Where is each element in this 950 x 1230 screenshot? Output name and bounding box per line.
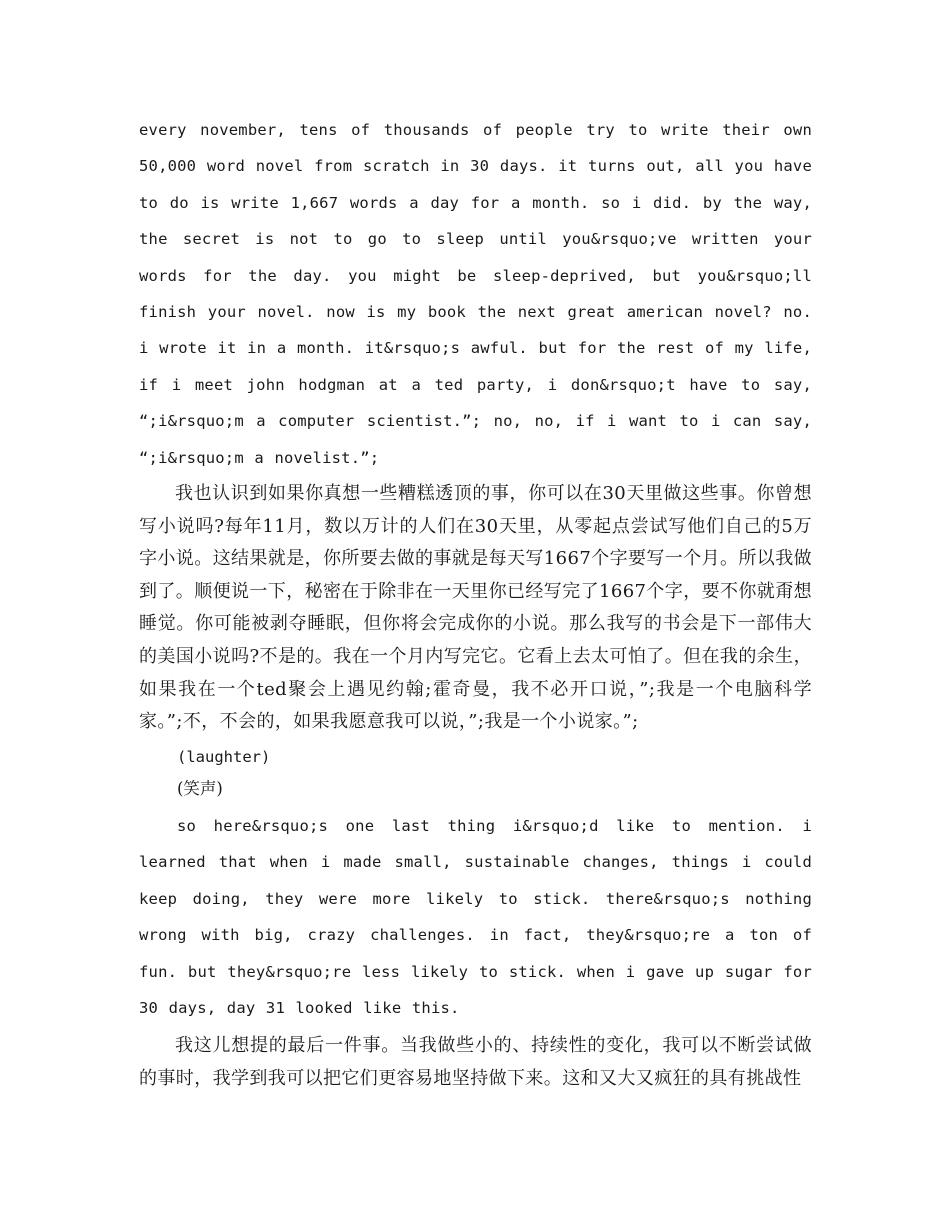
english-paragraph-novel: every november, tens of thousands of people try to write their own 50,000 word novel from scratch in 30 days. it turns out, all you have to do is write 1,667 words a day for a month. so i did. by the way, the secret is not to go to sleep until you&rsquo;ve written your words for the day. you might be sleep-deprived, but you&rsquo;ll finish your novel. now is my book the next great american novel? no. i wrote it in a month. it&rsquo;s awful. but for the rest of my life, if i meet john hodgman at a ted party, i don&rsquo;t have to say, “;i&rsquo;m a computer scientist.”; no, no, if i want to i can say, “;i&rsquo;m a novelist.”; <box>139 121 812 467</box>
chinese-paragraph-novel: 我也认识到如果你真想一些糟糕透顶的事，你可以在30天里做这些事。你曾想写小说吗?每年11月，数以万计的人们在30天里，从零起点尝试写他们自己的5万字小说。这结果就是，你所要去做的事就是每天写1667个字要写一个月。所以我做到了。顺便说一下，秘密在于除非在一天里你已经写完了1667个字，要不你就甭想睡觉。你可能被剥夺睡眠，但你将会完成你的小说。那么我写的书会是下一部伟大的美国小说吗?不是的。我在一个月内写完它。它看上去太可怕了。但在我的余生，如果我在一个ted聚会上遇见约翰;霍奇曼，我不必开口说，”;我是一个电脑科学家。”;不，不会的，如果我愿意我可以说，”;我是一个小说家。”; <box>139 483 813 733</box>
english-paragraph-small-changes: so here&rsquo;s one last thing i&rsquo;d like to mention. i learned that when i made small, sustainable changes, things i could keep doing, they were more likely to stick. there&rsquo;s nothing wrong with big, crazy challenges. in fact, they&rsquo;re a ton of fun. but they&rsquo;re less likely to stick. when i gave up sugar for 30 days, day 31 looked like this. <box>139 817 812 1018</box>
laughter-note-zh: (笑声) <box>177 779 223 799</box>
laughter-note-en: (laughter) <box>177 747 271 766</box>
chinese-paragraph-small-changes: 我这儿想提的最后一件事。当我做些小的、持续性的变化，我可以不断尝试做的事时，我学到我可以把它们更容易地坚持做下来。这和又大又疯狂的具有挑战性 <box>139 1035 812 1090</box>
document-page <box>139 112 812 1096</box>
